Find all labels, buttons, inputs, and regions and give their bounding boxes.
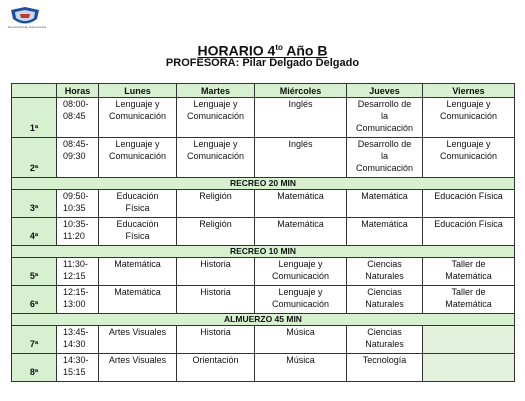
subject-cell-friday: Educación Física xyxy=(423,218,515,246)
school-crest-icon xyxy=(8,6,42,26)
subject-cell-thursday: Ciencias Naturales xyxy=(347,286,423,314)
col-header-wednesday: Miércoles xyxy=(255,84,347,98)
subject-cell-monday: Educación Física xyxy=(99,218,177,246)
period-hours: 14:30- 15:15 xyxy=(57,354,99,382)
subject-cell-thursday: Tecnología xyxy=(347,354,423,382)
subject-cell-wednesday: Matemática xyxy=(255,218,347,246)
subject-cell-thursday: Ciencias Naturales xyxy=(347,326,423,354)
col-header-friday: Viernes xyxy=(423,84,515,98)
subject-cell-wednesday: Matemática xyxy=(255,190,347,218)
subject-cell-monday: Artes Visuales xyxy=(99,354,177,382)
break-label: ALMUERZO 45 MIN xyxy=(12,314,515,326)
table-row xyxy=(12,258,515,286)
subject-cell-friday xyxy=(423,354,515,382)
table-row xyxy=(12,218,515,246)
subject-cell-wednesday: Lenguaje y Comunicación xyxy=(255,286,347,314)
period-hours: 08:00- 08:45 xyxy=(57,98,99,138)
subject-cell-monday: Matemática xyxy=(99,258,177,286)
col-header-hours: Horas xyxy=(57,84,99,98)
subject-cell-monday: Artes Visuales xyxy=(99,326,177,354)
subject-cell-tuesday: Historia xyxy=(177,326,255,354)
col-header-monday: Lunes xyxy=(99,84,177,98)
subject-cell-monday: Lenguaje y Comunicación xyxy=(99,138,177,178)
teacher-subtitle: PROFESORA: Pilar Delgado Delgado xyxy=(165,57,360,69)
subject-cell-wednesday: Lenguaje y Comunicación xyxy=(255,258,347,286)
period-number: 6ª xyxy=(12,286,57,314)
title-superscript: to xyxy=(275,43,283,52)
subject-cell-thursday: Desarrollo de la Comunicación xyxy=(347,98,423,138)
subject-cell-thursday: Matemática xyxy=(347,190,423,218)
break-row xyxy=(12,314,515,326)
break-label: RECREO 20 MIN xyxy=(12,178,515,190)
subject-cell-wednesday: Inglés xyxy=(255,98,347,138)
subject-cell-wednesday: Música xyxy=(255,326,347,354)
corner-cell xyxy=(12,84,57,98)
break-label: RECREO 10 MIN xyxy=(12,246,515,258)
subject-cell-thursday: Ciencias Naturales xyxy=(347,258,423,286)
period-number: 3ª xyxy=(12,190,57,218)
period-number: 4ª xyxy=(12,218,57,246)
table-row xyxy=(12,286,515,314)
subject-cell-tuesday: Religión xyxy=(177,190,255,218)
table-row xyxy=(12,326,515,354)
subject-cell-friday: Educación Física xyxy=(423,190,515,218)
subject-cell-wednesday: Inglés xyxy=(255,138,347,178)
header-row xyxy=(12,84,515,98)
school-logo xyxy=(8,6,47,32)
period-hours: 09:50- 10:35 xyxy=(57,190,99,218)
subject-cell-friday: Lenguaje y Comunicación xyxy=(423,138,515,178)
subject-cell-tuesday: Orientación xyxy=(177,354,255,382)
break-row xyxy=(12,178,515,190)
subject-cell-thursday: Desarrollo de la Comunicación xyxy=(347,138,423,178)
subject-cell-monday: Matemática xyxy=(99,286,177,314)
title-rest: Año B xyxy=(282,42,328,59)
title-main: HORARIO 4 xyxy=(197,42,276,59)
subject-cell-tuesday: Historia xyxy=(177,286,255,314)
period-number: 2ª xyxy=(12,138,57,178)
subject-cell-friday: Taller de Matemática xyxy=(423,258,515,286)
table-row xyxy=(12,98,515,138)
subject-cell-wednesday: Música xyxy=(255,354,347,382)
col-header-thursday: Jueves xyxy=(347,84,423,98)
period-hours: 11:30- 12:15 xyxy=(57,258,99,286)
subject-cell-tuesday: Lenguaje y Comunicación xyxy=(177,138,255,178)
break-row xyxy=(12,246,515,258)
period-hours: 12:15- 13:00 xyxy=(57,286,99,314)
table-row xyxy=(12,138,515,178)
logo-caption: Escuela Particular Subvencionada xyxy=(8,26,47,29)
table-row xyxy=(12,190,515,218)
subject-cell-monday: Educación Física xyxy=(99,190,177,218)
period-number: 1ª xyxy=(12,98,57,138)
period-hours: 08:45- 09:30 xyxy=(57,138,99,178)
page-title xyxy=(0,40,525,59)
period-number: 7ª xyxy=(12,326,57,354)
subject-cell-monday: Lenguaje y Comunicación xyxy=(99,98,177,138)
col-header-tuesday: Martes xyxy=(177,84,255,98)
schedule-table xyxy=(11,83,515,382)
subject-cell-tuesday: Religión xyxy=(177,218,255,246)
period-hours: 13:45- 14:30 xyxy=(57,326,99,354)
period-number: 5ª xyxy=(12,258,57,286)
period-number: 8ª xyxy=(12,354,57,382)
subject-cell-friday xyxy=(423,326,515,354)
period-hours: 10:35- 11:20 xyxy=(57,218,99,246)
table-row xyxy=(12,354,515,382)
subject-cell-tuesday: Historia xyxy=(177,258,255,286)
subject-cell-tuesday: Lenguaje y Comunicación xyxy=(177,98,255,138)
subject-cell-friday: Lenguaje y Comunicación xyxy=(423,98,515,138)
subject-cell-friday: Taller de Matemática xyxy=(423,286,515,314)
subject-cell-thursday: Matemática xyxy=(347,218,423,246)
